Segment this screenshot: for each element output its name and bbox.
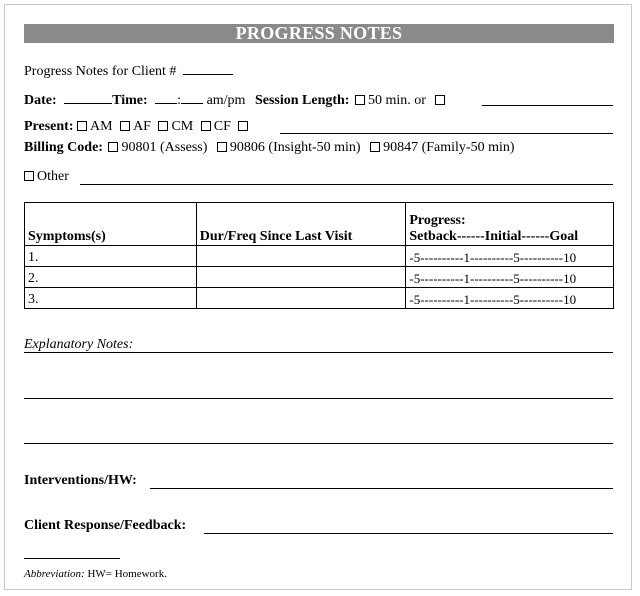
present-am-label: AM [90, 119, 113, 134]
client-number-label: Progress Notes for Client # [24, 64, 177, 79]
explanatory-notes-line-2[interactable] [24, 398, 613, 399]
billing-90806-label: 90806 (Insight-50 min) [229, 140, 361, 155]
progress-scale-cell[interactable]: -5----------1----------5----------10 [406, 246, 614, 267]
interventions-field[interactable] [150, 488, 613, 489]
present-cm-checkbox[interactable] [158, 121, 168, 131]
table-header-row [25, 203, 614, 246]
interventions-label: Interventions/HW: [24, 473, 137, 488]
client-response-label: Client Response/Feedback: [24, 518, 187, 533]
other-row [24, 168, 69, 186]
date-time-row [24, 90, 448, 110]
time-minute-field[interactable] [181, 90, 203, 104]
session-length-label: Session Length: [254, 93, 350, 108]
time-hour-field[interactable] [155, 90, 177, 104]
present-af-label: AF [133, 119, 151, 134]
billing-90806-checkbox[interactable] [217, 142, 227, 152]
billing-90801-label: 90801 (Assess) [121, 140, 208, 155]
progress-scale-cell[interactable]: -5----------1----------5----------10 [406, 267, 614, 288]
dur-freq-cell[interactable] [196, 267, 406, 288]
billing-90801-checkbox[interactable] [108, 142, 118, 152]
present-other-field[interactable] [280, 133, 613, 134]
footnote [24, 565, 167, 583]
present-af-checkbox[interactable] [120, 121, 130, 131]
dur-freq-cell[interactable] [196, 246, 406, 267]
table-row [25, 267, 614, 288]
billing-other-field[interactable] [80, 184, 613, 185]
abbreviation-label: Abbreviation: [24, 568, 85, 580]
present-cf-label: CF [213, 119, 231, 134]
abbreviation-text: HW= Homework. [87, 568, 167, 580]
billing-code-row [24, 139, 515, 157]
present-am-checkbox[interactable] [77, 121, 87, 131]
present-cm-label: CM [171, 119, 194, 134]
ampm-label: am/pm [206, 93, 246, 108]
time-separator: : [177, 93, 182, 108]
billing-90847-label: 90847 (Family-50 min) [383, 140, 515, 155]
symptom-cell[interactable]: 3. [25, 288, 197, 309]
date-label: Date: [24, 93, 57, 108]
symptom-cell[interactable]: 1. [25, 246, 197, 267]
client-number-row [24, 61, 233, 81]
symptoms-table [24, 202, 614, 309]
billing-90847-checkbox[interactable] [370, 142, 380, 152]
client-number-field[interactable] [183, 61, 233, 75]
progress-header-scale: Setback------Initial------Goal [409, 229, 579, 244]
present-other-checkbox[interactable] [238, 121, 248, 131]
session-other-field[interactable] [482, 105, 613, 106]
footnote-divider [24, 558, 120, 559]
explanatory-notes-label: Explanatory Notes: [24, 337, 134, 352]
progress-scale-cell[interactable]: -5----------1----------5----------10 [406, 288, 614, 309]
explanatory-notes-line-3[interactable] [24, 443, 613, 444]
client-response-field[interactable] [204, 533, 613, 534]
session-50-checkbox[interactable] [355, 95, 365, 105]
billing-other-checkbox[interactable] [24, 171, 34, 181]
present-cf-checkbox[interactable] [201, 121, 211, 131]
progress-header [406, 203, 614, 246]
present-label: Present: [24, 119, 74, 134]
symptoms-header: Symptoms(s) [25, 203, 197, 246]
table-row [25, 288, 614, 309]
symptom-cell[interactable]: 2. [25, 267, 197, 288]
time-label: Time: [112, 93, 148, 108]
dur-freq-cell[interactable] [196, 288, 406, 309]
explanatory-notes-line-1[interactable] [24, 352, 613, 353]
session-other-checkbox[interactable] [435, 95, 445, 105]
present-row [24, 118, 251, 136]
billing-code-label: Billing Code: [24, 140, 103, 155]
dur-freq-header: Dur/Freq Since Last Visit [196, 203, 406, 246]
form-title: PROGRESS NOTES [24, 24, 614, 43]
progress-header-title: Progress: [409, 213, 466, 228]
billing-other-label: Other [37, 169, 69, 184]
date-field[interactable] [64, 90, 112, 104]
table-row [25, 246, 614, 267]
session-50-label: 50 min. or [367, 93, 426, 108]
